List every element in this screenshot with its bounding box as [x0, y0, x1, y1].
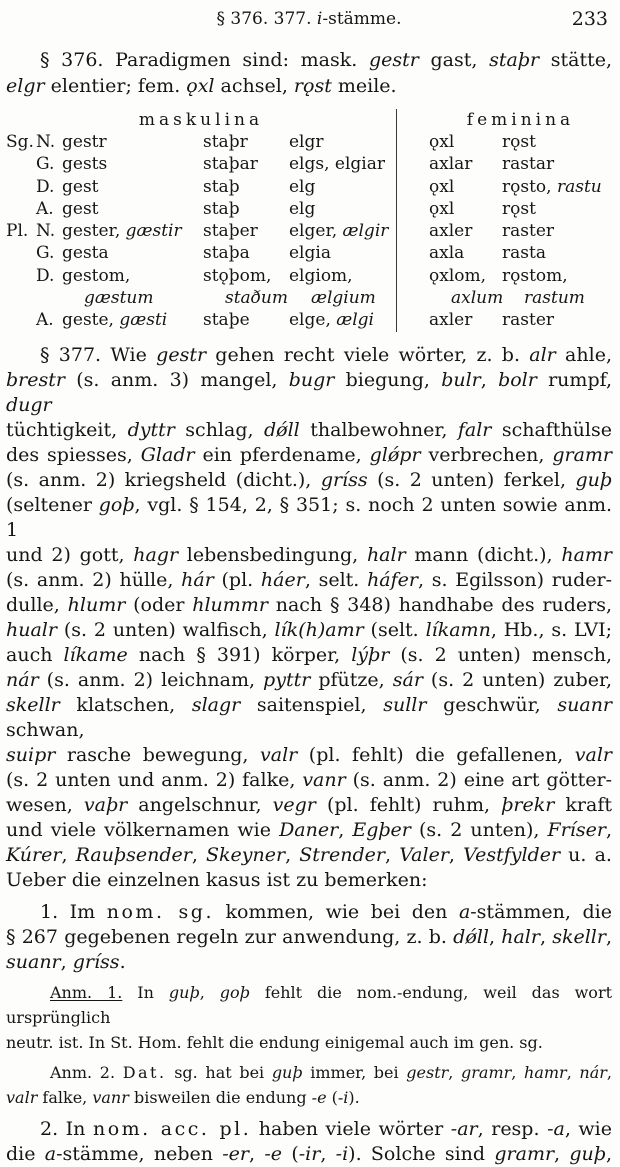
table-cell: A. [36, 198, 54, 219]
feminine-header: feminina [466, 110, 575, 130]
feminine-cell-group [396, 153, 612, 175]
table-cell: elger, ælgir [289, 221, 389, 242]
table-cell: ǫxlom, [429, 265, 487, 286]
feminine-cell-group [396, 220, 612, 242]
running-header [6, 6, 612, 32]
table-cell: elg [289, 198, 316, 219]
table-divider [396, 109, 612, 131]
table-cell: N. [36, 132, 56, 152]
text-line: und viele völkernamen wie Daner, Egþer (s. 2 unten), Fríser, [6, 818, 612, 841]
annotation-2 [6, 1060, 612, 1110]
text-line: suipr rasche bewegung, valr (pl. fehlt) die gefallenen, valr [6, 743, 612, 766]
table-cell: elgr [289, 132, 324, 152]
table-cell: gestr [62, 132, 107, 152]
table-cell: A. [36, 310, 54, 331]
text-line: des spiesses, Gladr ein pferdename, glǿpr verbrechen, gramr [6, 443, 612, 466]
text-line: nár (s. anm. 2) leichnam, pyttr pfütze, sár (s. 2 unten) zuber, [6, 668, 613, 691]
text-line: wesen, vaþr angelschnur, vegr (pl. fehlt) ruhm, þrekr kraft [6, 793, 612, 816]
table-cell: staðum [225, 288, 288, 309]
numbered-item-2 [6, 1117, 612, 1167]
table-row [6, 265, 612, 287]
paradigm-table [6, 109, 612, 332]
table-cell: rǫst [502, 198, 536, 219]
table-cell: D. [36, 265, 55, 286]
text-line: Anm. 1. In guþ, goþ fehlt die nom.-endung, weil das wort ursprünglich [6, 982, 613, 1027]
table-cell: rǫstom, [502, 265, 568, 286]
table-cell: ælgium [311, 288, 376, 309]
text-line: die a-stämme, neben -er, -e (-ir, -i). Solche sind gramr, guþ, [6, 1142, 612, 1165]
table-cell: Pl. [6, 221, 29, 242]
table-cell: elge, ælgi [289, 310, 374, 331]
table-cell: axlar [429, 154, 473, 175]
table-cell: raster [502, 221, 555, 242]
table-cell: gest [62, 176, 99, 197]
text-line: hualr (s. 2 unten) walfisch, lík(h)amr (selt. líkamn, Hb., s. LVI; [6, 618, 612, 641]
table-cell: axler [429, 221, 473, 242]
page-number: 233 [571, 8, 608, 30]
table-cell: G. [36, 243, 55, 264]
table-row [6, 220, 612, 242]
table-cell: gesta [62, 243, 109, 264]
feminine-cell-group [396, 265, 612, 287]
table-cell: D. [36, 176, 55, 197]
feminine-cell-group [396, 131, 612, 153]
table-row [6, 242, 612, 264]
table-cell: staþe [203, 310, 250, 331]
table-cell: stǫþom, [203, 265, 272, 286]
text-line: valr falke, vanr bisweilen die endung -e (-i). [6, 1087, 360, 1107]
table-cell: gæstum [84, 288, 154, 309]
text-line: 2. In nom. acc. pl. haben viele wörter -ar, resp. -a, wie [40, 1117, 612, 1140]
table-cell: gestom, [62, 265, 131, 286]
text-line: elgr elentier; fem. ǫxl achsel, rǫst meile. [6, 75, 397, 97]
table-cell: axlum [451, 288, 504, 309]
feminine-cell-group [396, 287, 612, 309]
table-row [6, 287, 612, 309]
table-row [6, 309, 612, 331]
text-line: dulle, hlumr (oder hlummr nach § 348) handhabe des ruders, [6, 593, 612, 616]
table-body [6, 131, 612, 332]
table-cell: staþa [203, 243, 250, 264]
table-row [6, 198, 612, 220]
table-cell: ǫxl [429, 132, 455, 152]
feminine-cell-group [396, 242, 612, 264]
masculine-header: maskulina [138, 110, 264, 130]
table-cell: staþ [203, 176, 240, 197]
text-line: tüchtigkeit, dyttr schlag, dǿll thalbewohner, falr schafthülse [6, 418, 612, 441]
table-cell: gests [62, 154, 108, 175]
text-line: Ueber die einzelnen kasus ist zu bemerken: [6, 868, 428, 891]
feminine-cell-group [396, 198, 612, 220]
table-cell: axler [429, 310, 473, 331]
table-cell: raster [502, 310, 555, 331]
table-cell: staþer [203, 221, 258, 242]
table-cell: N. [36, 221, 56, 242]
text-line: und 2) gott, hagr lebensbedingung, halr mann (dicht.), hamr [6, 543, 612, 566]
table-cell: gester, gæstir [62, 221, 182, 242]
intro-paragraph [6, 47, 612, 99]
table-cell: rastar [502, 154, 555, 175]
table-cell: geste, gæsti [62, 310, 168, 331]
table-header-row [6, 109, 612, 131]
table-row [6, 131, 612, 153]
text-line: § 267 gegebenen regeln zur anwendung, z. b. dǿll, halr, skellr, [6, 925, 612, 948]
text-line: skellr klatschen, slagr saitenspiel, sullr geschwür, suanr schwan, [6, 693, 613, 741]
table-cell: ǫxl [429, 198, 455, 219]
annotation-1 [6, 980, 612, 1055]
text-line: § 376. Paradigmen sind: mask. gestr gast, staþr stätte, [40, 49, 612, 71]
feminine-cell-group [396, 176, 612, 198]
text-line: § 377. Wie gestr gehen recht viele wörter, z. b. alr ahle, [40, 343, 612, 366]
table-cell: rǫsto, rastu [502, 176, 602, 197]
text-line: auch líkame nach § 391) körper, lýþr (s. 2 unten) mensch, [6, 643, 613, 666]
table-cell: Sg. [6, 132, 34, 152]
feminine-cell-group [396, 309, 612, 331]
text-line: suanr, gríss. [6, 950, 126, 973]
paragraph-377 [6, 343, 612, 893]
table-cell: G. [36, 154, 55, 175]
text-line: (s. anm. 2) hülle, hár (pl. háer, selt. háfer, s. Egilsson) ruder- [6, 568, 612, 591]
text-line: neutr. ist. In St. Hom. fehlt die endung einigemal auch im gen. sg. [6, 1032, 543, 1052]
table-row [6, 176, 612, 198]
table-row [6, 153, 612, 175]
table-cell: staþr [203, 132, 248, 152]
table-cell: elgia [289, 243, 331, 264]
text-line: 1. Im nom. sg. kommen, wie bei den a-stämmen, die [40, 900, 612, 923]
table-cell: staþ [203, 198, 240, 219]
text-line: (s. 2 unten und anm. 2) falke, vanr (s. anm. 2) eine art götter- [6, 768, 613, 791]
table-cell: rastum [524, 288, 585, 309]
table-cell: gest [62, 198, 99, 219]
text-line: brestr (s. anm. 3) mangel, bugr biegung, bulr, bolr rumpf, dugr [6, 368, 612, 416]
table-cell: staþar [203, 154, 258, 175]
table-cell: rǫst [502, 132, 536, 152]
text-line: (s. anm. 2) kriegsheld (dicht.), gríss (s. 2 unten) ferkel, guþ [6, 468, 612, 491]
numbered-item-1 [6, 900, 612, 975]
running-header-title: § 376. 377. i-stämme. [216, 9, 402, 29]
table-cell: elgiom, [289, 265, 353, 286]
table-cell: elgs, elgiar [289, 154, 385, 175]
table-cell: rasta [502, 243, 546, 264]
text-line: (seltener goþ, vgl. § 154, 2, § 351; s. noch 2 unten sowie anm. 1 [6, 493, 613, 541]
table-cell: elg [289, 176, 316, 197]
text-line: Kúrer, Rauþsender, Skeyner, Strender, Valer, Vestfylder u. a. [6, 843, 612, 866]
table-cell: axla [429, 243, 465, 264]
text-line: Anm. 2. Dat. sg. hat bei guþ immer, bei gestr, gramr, hamr, nár, [50, 1062, 613, 1082]
table-cell: ǫxl [429, 176, 455, 197]
